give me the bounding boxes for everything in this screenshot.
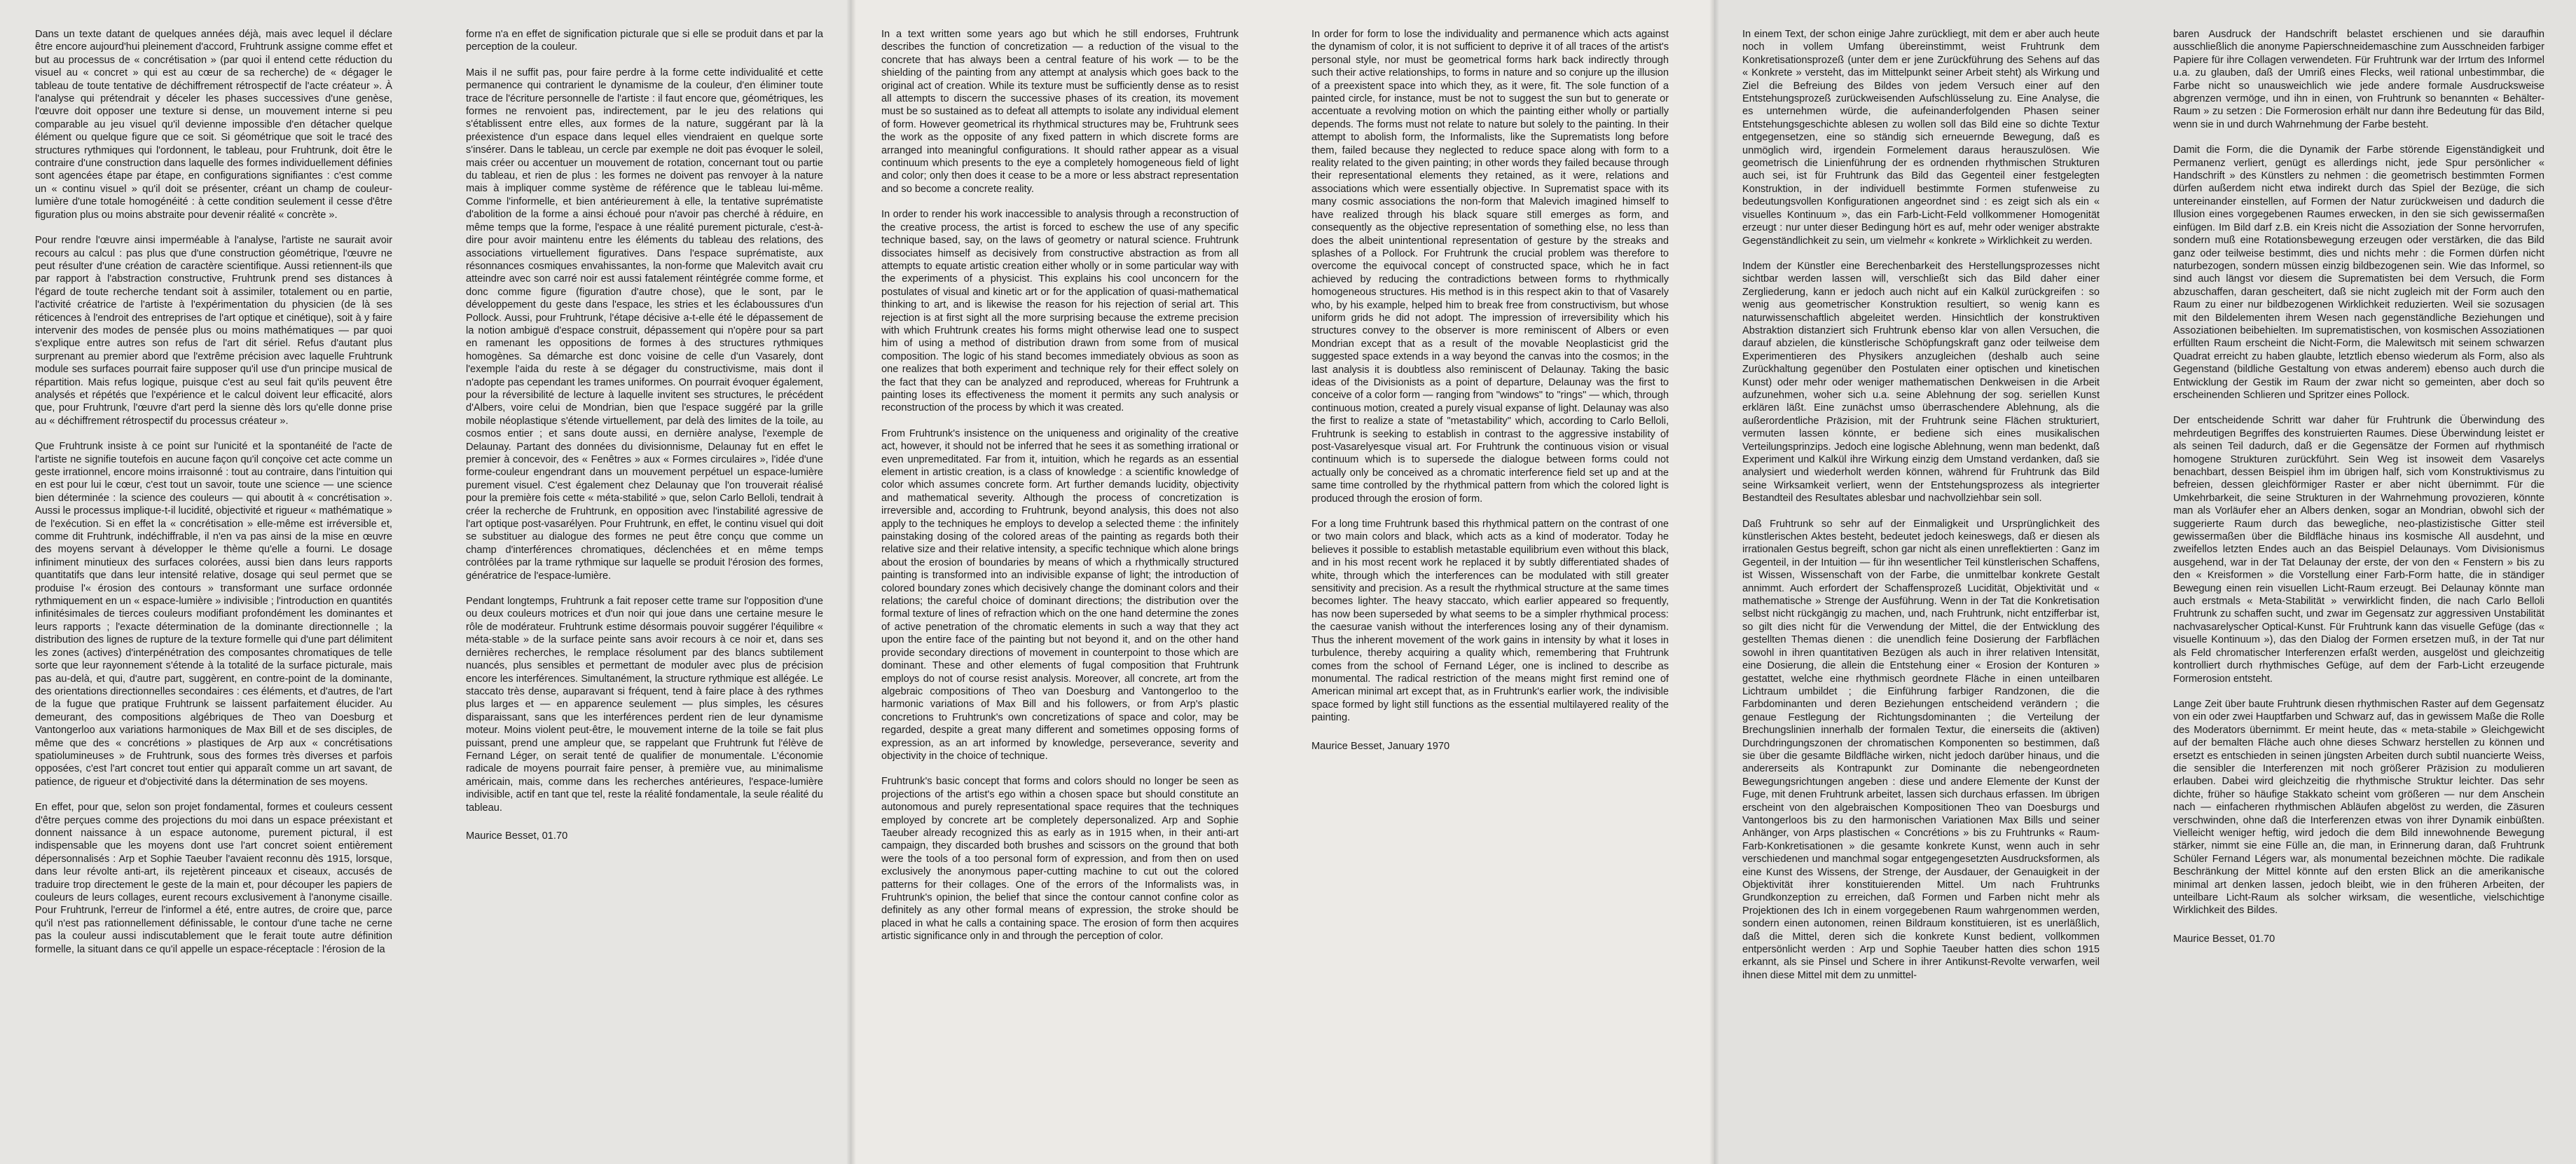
paragraph: In einem Text, der schon einige Jahre zurückliegt, mit dem er aber auch heute noch in vollem Umfang übereinstimmt, weist Fruhtrunk dem Konkretisationsprozeß (unter dem er jene Zurückführung des Sehens auf das « Konkrete » versteht, das im Mittelpunkt seiner Arbeit steht) als Wirkung und Ziel die Befreiung des Bildes von jedem Versuch einer auf den Entstehungsprozeß zurückweisenden Aufschlüsselung zu. Eine Analyse, die es unternehmen würde, die aufeinanderfolgenden Phasen seiner Entstehungsgeschichte ablesen zu wollen soll das Bild eine so dichte Textur entgegensetzen, eine so ständig sich erneuernde Bewegung, daß es unmöglich wird, irgendein Formelement daraus herauszulösen. Wie geometrisch die Linienführung der es ordnenden rhythmischen Strukturen auch sei, ist für Fruhtrunk das Bild das Gegenteil einer festgelegten Konstruktion, in der individuell bestimmte Formen stufenweise zu bedeutungsvollen Konfigurationen angeordnet sind : es zeigt sich als ein « visuelles Kontinuum », das ein Farb-Licht-Feld vollkommener Homogenität erzeugt : nur unter dieser Bedingung hört es auf, mehr oder weniger abstrakte Gegenständlichkeit zu sein, um vielmehr « konkrete » Wirklichkeit zu werden.: [1742, 29, 2100, 247]
english-column-2: [1311, 28, 1669, 1149]
english-column-1: [881, 28, 1239, 1149]
author-signature: Maurice Besset, 01.70: [2173, 933, 2275, 945]
paragraph: forme n'a en effet de signification picturale que si elle se produit dans et par la perception de la couleur.: [466, 29, 823, 53]
page-fold: [846, 0, 856, 1164]
french-column-1: [35, 28, 392, 1149]
german-column-2: [2173, 28, 2544, 1149]
paragraph: In order for form to lose the individuality and permanence which acts against the dynamism of color, it is not sufficient to deprive it of all traces of the artist's personal style, nor must be geometrical forms hark back indirectly through such their active relationships, to forms in nature and so conjure up the illusion of a preexistent space into which they, as it were, fit. The sole function of a painted circle, for instance, must be not to suggest the sun but to generate or accentuate a revolving motion on which the painting either wholly or partially depends. The forms must not relate to nature but solely to the painting. In their attempt to abolish form, the Informalists, like the Suprematists long before them, failed because they neglected to reduce space along with form to a reality related to the given painting; in other words they failed because through their representational elements they retained, as it were, relations and associations which were essentially objective. In Suprematist space with its many cosmic associations the non-form that Malevich imagined himself to have realized through his black square still emerges as form, and consequently as the objective representation of something else, no less than does the albeit unintentional representation of gesture by the streaks and splashes of a Pollock. For Fruhtrunk the crucial problem was therefore to overcome the equivocal concept of constructed space, which he in fact achieved by reducing the contradictions between forms to rhythmically homogeneous structures. His method is in this respect akin to that of Vasarely who, by his example, helped him to break free from constructivism, but whose uniform grids he did not adopt. The impression of irreversibility which his structures convey to the observer is more reminiscent of Albers or even Mondrian except that as a result of the movable Neoplasticist grid the suggested space extends in a way beyond the canvas into the cosmos; in the last analysis it is doubtless also reminiscent of Delaunay. Taking the basic ideas of the Divisionists as a point of departure, Delaunay was the first to conceive of a color form — ranging from "windows" to "rings" — which, through continuous motion, created a purely visual expanse of light. Delaunay was also the first to realize a state of "metastability" which, according to Carlo Belloli, Fruhtrunk is seeking to establish in contrast to the aggressive instability of post-Vasarelyesque visual art. For Fruhtrunk the continuous vision or visual continuum which is to supersede the dialogue between forms could not actually only be conceived as a chromatic interference field set up and at the same time controlled by the rhythmical pattern from which the colored light is produced through the erosion of form.: [1311, 29, 1669, 505]
french-column-2: [466, 28, 823, 1149]
paragraph: Der entscheidende Schritt war daher für Fruhtrunk die Überwindung des mehrdeutigen Begriffes des konstruierten Raumes. Diese Überwindung leistet er als seinen Teil dadurch, daß er die Gegensätze der Formen auf rhythmisch homogene Strukturen zurückführt. Sein Weg ist insoweit dem Vasarelys benachbart, dessen Beispiel ihm im übrigen half, sich vom Konstruktivismus zu befreien, dessen gleichförmiger Raster er aber nicht übernimmt. Für die Umkehrbarkeit, die seine Strukturen in der Wahrnehmung provozieren, könnte man als Vorläufer eher an Albers denken, sogar an Mondrian, obwohl sich der suggerierte Raum durch das bewegliche, neo-plastizistische Gitter steil gewissermaßen über die Bildfläche hinaus ins kosmische All ausdehnt, und zweifellos letzten Endes auch an das Beispiel Delaunays. Vom Divisionismus ausgehend, war in der Tat Delaunay der erste, der von den « Fenstern » bis zu den « Kreisformen » die Vorstellung einer Farb-Form hatte, die in ständiger Bewegung einen rein visuellen Licht-Raum erzeugt. Bei Delaunay könnte man auch erstmals « Meta-Stabilität » verwirklicht finden, die nach Carlo Belloli Fruhtrunk zu schaffen sucht, und zwar im Gegensatz zur aggressiven Unstabilität nachvasarelyscher Optical-Kunst. Für Fruhtrunk kann das visuelle Gefüge (das « visuelle Kontinuum »), das den Dialog der Formen ersetzen muß, in der Tat nur als Feld chromatischer Interferenzen erfaßt werden, ausgelöst und gleichzeitig kontrolliert durch rhythmisches Gefüge, auf dem der Farb-Licht erzeugende Formerosion entsteht.: [2173, 415, 2544, 685]
paragraph: Pendant longtemps, Fruhtrunk a fait reposer cette trame sur l'opposition d'une ou deux couleurs motrices et d'un noir qui joue dans une certaine mesure le rôle de modérateur. Fruhtrunk estime désormais pouvoir suggérer l'équilibre « méta-stable » de la surface peinte sans avoir recours à ce noir et, dans ses dernières recherches, le remplace résolument par des blancs subtilement nuancés, plus sensibles et permettant de moduler avec plus de précision encore les interférences. Simultanément, la structure rythmique est allégée. Le staccato très dense, auparavant si fréquent, tend à faire place à des rythmes plus larges et — en apparence seulement — plus simples, les césures disparaissant, sans que les interférences perdent rien de leur dynamisme moteur. Moins violent peut-être, le mouvement interne de la toile se fait plus puissant, prend une ampleur que, se rappelant que Fruhtrunk fut l'élève de Fernand Léger, on serait tenté de qualifier de monumentale. L'économie radicale de moyens pourrait faire penser, à première vue, au minimalisme américain, mais, comme dans les recherches antérieures, l'espace-lumière indivisible, actif en tant que tel, reste la réalité fondamentale, la seule réalité du tableau.: [466, 596, 823, 814]
paragraph: baren Ausdruck der Handschrift belastet erschienen und sie daraufhin ausschließlich die anonyme Papierschneidemaschine zum Ausschneiden farbiger Papiere für ihre Collagen verwendeten. Für Fruhtrunk war der Irrtum des Informel u.a. zu glauben, daß der Umriß eines Flecks, weil rational unbestimmbar, die Farbe nicht so unausweichlich wie jede andere formale Ausdrucksweise abgrenzen vermöge, und ihn in einen, von Fruhtrunk so benannten « Behälter-Raum » zu setzen : Die Formerosion erhält nur dann ihre Bedeutung für das Bild, wenn sie in und durch Wahrnehmung der Farbe besteht.: [2173, 29, 2544, 130]
author-signature: Maurice Besset, 01.70: [466, 830, 568, 842]
paragraph: Pour rendre l'œuvre ainsi imperméable à l'analyse, l'artiste ne saurait avoir recours au calcul : pas plus que d'une construction géométrique, l'œuvre ne peut résulter d'une création de caractère scientifique. Aussi retiennent-ils que par rapport à l'abstraction constructive, Fruhtrunk prend ses distances à l'égard de toute recherche tendant soit à assimiler, totalement ou en partie, l'activité créatrice de l'artiste à l'expérimentation du physicien (de là ses réticences à l'endroit des entreprises de l'art optique et cinétique), soit à y faire intervenir des modes de pensée plus ou moins mathématiques — par quoi s'explique entre autres son refus de l'art dit sériel. Refus d'autant plus surprenant au premier abord que l'extrême précision avec laquelle Fruhtrunk module ses surfaces pourrait faire supposer qu'il use d'un principe musical de répartition. Mais refus logique, puisque c'est au seul fait qu'ils peuvent être analysés et répétés que l'expérience et le calcul doivent leur efficacité, alors que, pour Fruhtrunk, l'œuvre d'art perd la sienne dès lors qu'elle donne prise au « déchiffrement rétrospectif du processus créateur ».: [35, 235, 392, 427]
paragraph: Daß Fruhtrunk so sehr auf der Einmaligkeit und Ursprünglichkeit des künstlerischen Aktes besteht, bedeutet jedoch keineswegs, daß er diesen als irrationalen Gestus begreift, schon gar nicht als einen unreflektierten : Ganz im Gegenteil, in der Intuition — für ihn wesentlicher Teil künstlerischen Schaffens, ist Wissen, Wissenschaft von der Farbe, die unmittelbar konkrete Gestalt annimmt. Auch erfordert der Schaffensprozeß Lucidität, Objektivität und « mathematische » Strenge der Ausführung. Wenn in der Tat die Konkretisation selbst nicht rückgängig zu machen, und, nach Fruhtrunk, nicht entzifferbar ist, so gilt dies nicht für die Verwendung der Mittel, die der Entwicklung des gestellten Themas dienen : die unendlich feine Dosierung der Farbflächen sowohl in ihren quantitativen Bezügen als auch in ihrer relativen Intensität, eine Dosierung, die allein die Entstehung einer « Erosion der Konturen » gestattet, welche eine rhythmisch geordnete Fläche in einen unteilbaren Lichtraum umbildet ; die Einführung farbiger Randzonen, die die Farbdominanten und deren Beziehungen entscheidend verändern ; die genaue Festlegung der Richtungsdominanten ; die Verteilung der Brechungslinien innerhalb der formalen Textur, die einerseits die (aktiven) Durchdringungszonen der chromatischen Komponenten so bestimmen, daß sie über die gesamte Bildfläche wirken, nicht jedoch darüber hinaus, und die andererseits als Kontrapunkt zur Dominante die nebengeordneten Bewegungsrichtungen angeben : diese und andere Elemente der Kunst der Fuge, mit denen Fruhtrunk arbeitet, lassen sich durchaus erfassen. Im übrigen erscheint von den algebraischen Kompositionen Theo van Doesburgs und Vantongerloos bis zu den harmonischen Variationen Max Bills und seiner Anhänger, von Arps plastischen « Concrétions » bis zu Fruhtrunks « Raum-Farb-Konkretisationen » die gesamte konkrete Kunst, wenn auch in sehr verschiedenen und manchmal sogar entgegengesetzten Ausdrucksformen, als eine Kunst des Wissens, der Strenge, der Ausdauer, der Genauigkeit in der Objektivität ihrer konstituierenden Mittel. Um nach Fruhtrunks Grundkonzeption zu erreichen, daß Formen und Farben nicht mehr als Projektionen des Ich in einem vorgegebenen Raum wahrgenommen werden, sondern einen autonomen, reinen Bildraum konstituieren, ist es unerläßlich, daß die Mittel, deren sich die konkrete Kunst bedient, vollkommen entpersönlicht werden : Arp und Sophie Taeuber hatten dies schon 1915 erkannt, als sie Pinsel und Schere in ihrer Antikunst-Revolte verwarfen, weil ihnen diese Mittel mit dem zu unmittel-: [1742, 518, 2100, 981]
page-fold: [1709, 0, 1719, 1164]
paragraph: Fruhtrunk's basic concept that forms and colors should no longer be seen as projections of the artist's ego within a chosen space but should constitute an autonomous and purely representational space requires that the techniques employed by concrete art be completely depersonalized. Arp and Sophie Taeuber already recognized this as early as in 1915 when, in their anti-art campaign, they discarded both brushes and scissors on the ground that both were the tools of a too personal form of expression, and from then on used exclusively the anonymous paper-cutting machine to cut out the colored patterns for their collages. One of the errors of the Informalists was, in Fruhtrunk's opinion, the belief that since the contour cannot confine color as definitely as any other formal means of expression, the stroke should be placed in what he calls a containing space. The erosion of form then acquires artistic significance only in and through the perception of color.: [881, 776, 1239, 943]
paragraph: In order to render his work inaccessible to analysis through a reconstruction of the creative process, the artist is forced to eschew the use of any specific technique based, say, on the laws of geometry or natural science. Fruhtrunk dissociates himself as decisively from constructive abstraction as from all attempts to equate artistic creation either wholly or in some particular way with the experiments of a physicist. This explains his cool unconcern for the postulates of visual and kinetic art or for the application of quasi-mathematical thinking to art, and is likewise the reason for his rejection of serial art. This rejection is at first sight all the more surprising because the extreme precision with which Fruhtrunk creates his forms might otherwise lead one to suspect him of using a method of distribution drawn from some from of musical composition. The logic of his stand becomes immediately obvious as soon as one realizes that both experiment and technique rely for their effect solely on the fact that they can be analyzed and reproduced, whereas for Fruhtrunk a painting loses its effectiveness the moment it permits any such analysis or reconstruction of the process by which it was created.: [881, 209, 1239, 414]
paragraph: Lange Zeit über baute Fruhtrunk diesen rhythmischen Raster auf dem Gegensatz von ein oder zwei Hauptfarben und Schwarz auf, das in gewissem Maße die Rolle des Moderators übernimmt. Er meint heute, das « meta-stabile » Gleichgewicht auf der bemalten Fläche auch ohne dieses Schwarz herstellen zu können und ersetzt es entschieden in seinen jüngsten Arbeiten durch subtil nuancierte Weiss, die sensibler die Interferenzen mit noch größerer Präzision zu modulieren erlauben. Dabei wird gleichzeitig die rhythmische Struktur leichter. Das sehr dichte, früher so häufige Stakkato scheint vom größeren — nur dem Anschein nach — einfacheren rhythmischen Abläufen abgelöst zu werden, die Zäsuren verschwinden, ohne daß die Interferenzen etwas von ihrer Dynamik einbüßten. Vielleicht weniger heftig, wird jedoch die dem Bild innewohnende Bewegung stärker, nimmt sie eine Fülle an, die man, in Erinnerung daran, daß Fruhtrunk Schüler Fernand Légers war, als monumental bezeichnen möchte. Die radikale Beschränkung der Mittel könnte auf den ersten Blick an die amerikanische minimal art denken lassen, jedoch bleibt, wie in den früheren Arbeiten, der unteilbare Licht-Raum als solcher wirksam, die wesentliche, vielschichtige Wirklichkeit des Bildes.: [2173, 698, 2544, 917]
paragraph: En effet, pour que, selon son projet fondamental, formes et couleurs cessent d'être perçues comme des projections du moi dans un espace préexistant et donnent naissance à un espace autonome, purement pictural, il est indispensable que les moyens dont use l'art concret soient entièrement dépersonnalisés : Arp et Sophie Taeuber l'avaient reconnu dès 1915, lorsque, dans leur révolte anti-art, ils rejetèrent pinceaux et ciseaux, accusés de traduire trop directement le geste de la main et, pour découper les papiers de couleurs de leurs collages, eurent recours exclusivement à l'anonyme cisaille. Pour Fruhtrunk, l'erreur de l'informel a été, entre autres, de croire que, parce qu'il n'est pas rationnellement définissable, le contour d'une tache ne cerne pas la couleur aussi indiscutablement que le ferait toute autre définition formelle, la situant dans ce qu'il appelle un espace-réceptacle : l'érosion de la: [35, 802, 392, 955]
author-signature: Maurice Besset, January 1970: [1311, 740, 1450, 752]
paragraph: From Fruhtrunk's insistence on the uniqueness and originality of the creative act, however, it should not be inferred that he sees it as something irrational or even unpremeditated. Far from it, intuition, which he regards as an essential element in artistic creation, is a class of knowledge : a scientific knowledge of color which assumes concrete form. Art further demands lucidity, objectivity and mathematical severity. Although the process of concretization is irreversible and, according to Fruhtrunk, beyond analysis, this does not also apply to the techniques he employs to develop a selected theme : the infinitely painstaking dosing of the colored areas of the painting as regards both their relative size and their relative intensity, a specific technique which alone brings about the erosion of boundaries by means of which a rhythmically structured painting is transformed into an indivisible expanse of light; the introduction of colored boundary zones which decisively change the dominant colors and their relations; the careful choice of dominant directions; the distribution over the formal texture of lines of refraction which on the one hand determine the zones of active penetration of the chromatic elements in such a way that they act upon the entire face of the painting but not beyond it, and on the other hand provide secondary directions of movement in counterpoint to those which are dominant. These and other elements of fugal composition that Fruhtrunk employs do not of course resist analysis. Moreover, all concrete, art from the algebraic compositions of Theo van Doesburg and Vantongerloo to the harmonic variations of Max Bill and his followers, or from Arp's plastic concretions to Fruhtrunk's own concretizations of space and color, may be regarded, despite a great many different and sometimes opposing forms of expression, as an art informed by knowledge, perseverance, severity and objectivity in the choice of technique.: [881, 427, 1239, 762]
paragraph: In a text written some years ago but which he still endorses, Fruhtrunk describes the function of concretization — a reduction of the visual to the concrete that has always been a central feature of his work — to be the shielding of the painting from any attempt at analysis which goes back to the original act of creation. While its texture must be sufficiently dense as to resist all attempts to discern the successive phases of its creation, its movement must be so sustained as to defeat all attempts to isolate any individual element of form. However geometrical its rhythmical structures may be, Fruhtrunk sees the work as the opposite of any fixed pattern in which discrete forms are arranged into meaningful configurations. It should rather appear as a visual continuum which presents to the eye a completely homogeneous field of light and color; only then does it cease to be a more or less abstract representation and so become a concrete reality.: [881, 29, 1239, 195]
paragraph: Que Fruhtrunk insiste à ce point sur l'unicité et la spontanéité de l'acte de l'artiste ne signifie toutefois en aucune façon qu'il conçoive cet acte comme un geste irrationnel, encore moins irraisonné : tout au contraire, dans l'intuition qui en est pour lui le cœur, c'est tout un savoir, toute une science — une science bien déterminée : la science des couleurs — qui aboutit à « concrétisation ». Aussi le processus implique-t-il lucidité, objectivité et rigueur « mathématique » de l'exécution. Si en effet la « concrétisation » elle-même est irréversible et, comme dit Fruhtrunk, indéchiffrable, il n'en va pas ainsi de la mise en œuvre des moyens servant à développer le thème qu'elle a fourni. Le dosage infiniment minutieux des surfaces colorées, aussi bien dans leurs rapports quantitatifs que dans leur intensité relative, dosage qui seul permet que se produise l'« érosion des contours » transformant une surface ordonnée rythmiquement en un « espace-lumière » indivisible ; l'introduction en quantités infinitésimales de tierces couleurs modifiant profondément les dominantes et leurs rapports ; l'exacte détermination de la dominante directionnelle ; la distribution des lignes de rupture de la texture formelle qui d'une part délimitent les zones (actives) d'interpénétration des composantes chromatiques de telle sorte que leur rayonnement s'étende à la totalité de la surface picturale, mais pas au-delà, et qui, d'autre part, suggèrent, en contre-point de la dominante, des orientations directionnelles secondaires : ces éléments, et d'autres, de l'art de la fugue que pratique Fruhtrunk se laissent parfaitement élucider. Au demeurant, des compositions algébriques de Theo van Doesburg et Vantongerloo aux variations harmoniques de Max Bill et de ses disciples, de même que des « concrétions » plastiques de Arp aux « concrétisations spatiolumineuses » de Fruhtrunk, sous des formes très diverses et parfois opposées, c'est l'art concret tout entier qui apparaît comme un art savant, de patience, de rigueur et d'objectivité dans la détermination de ses moyens.: [35, 441, 392, 788]
paragraph: Indem der Künstler eine Berechenbarkeit des Herstellungsprozesses nicht sichtbar werden lassen will, verschließt sich das Bild daher einer Zergliederung, kann er jedoch auch nicht auf ein Kalkül zurückgreifen : so wenig aus geometrischer Konstruktion resultiert, so wenig kann es naturwissenschaftlich abgeleitet werden. Hinsichtlich der konstruktiven Abstraktion distanziert sich Fruhtrunk ebenso klar von allen Versuchen, die darauf abzielen, die künstlerische Schöpfungskraft ganz oder teilweise dem Experimentieren des Physikers anzugleichen (deshalb auch seine Zurückhaltung gegenüber den Postulaten einer optischen und kinetischen Kunst) oder mehr oder weniger mathematischen Denkweisen in die Arbeit aufzunehmen, woher sich u.a. seine Ablehnung der sog. seriellen Kunst erklären läßt. Eine zunächst umso überraschendere Ablehnung, als die außerordentliche Präzision, mit der Fruhtrunk seine Flächen strukturiert, vermuten lassen könnte, er bediene sich eines musikalischen Verteilungsprinzips. Jedoch eine logische Ablehnung, wenn man bedenkt, daß Experiment und Kalkül ihre Wirkung einzig dem Umstand verdanken, daß sie analysiert und wiederholt werden können, während für Fruhtrunk das Bild seine Wirksamkeit verliert, wenn der Entstehungsprozess als integrierter Bestandteil des Resultates ablesbar und nachvollziehbar sein soll.: [1742, 260, 2100, 505]
paragraph: Mais il ne suffit pas, pour faire perdre à la forme cette individualité et cette permanence qui contrarient le dynamisme de la couleur, d'en éliminer toute trace de l'écriture personnelle de l'artiste : il faut encore que, géométriques, les formes ne renvoient pas, indirectement, par le jeu des relations qui s'établissent entre elles, aux formes de la nature, suggérant par là la préexistence d'un espace dans lequel elles viendraient en quelque sorte s'insérer. Dans le tableau, un cercle par exemple ne doit pas évoquer le soleil, mais créer ou accentuer un mouvement de rotation, concernant tout ou partie du tableau, et rien de plus : les formes ne doivent pas renvoyer à la nature mais à impliquer comme système de référence que le tableau lui-même. Comme l'informelle, et bien antérieurement à elle, la tentative suprématiste d'abolition de la forme a ainsi échoué pour n'avoir pas cherché à réduire, en même temps que la forme, l'espace à une réalité purement picturale, c'est-à-dire pour avoir maintenu entre les éléments du tableau des relations, des associations virtuellement figuratives. Dans l'espace suprématiste, aux résonnances cosmiques envahissantes, la non-forme que Malevitch avait cru atteindre avec son carré noir est aussi fatalement réintégrée comme forme, et donc comme figure (figuration d'autre chose), que le sont, par le développement du geste dans l'espace, les stries et les éclaboussures d'un Pollock. Aussi, pour Fruhtrunk, l'étape décisive a-t-elle été le dépassement de la notion ambiguë d'espace construit, dépassement qui n'opère pour sa part en ramenant les oppositions de formes à des structures rythmiques homogènes. Sa démarche est donc voisine de celle d'un Vasarely, dont l'exemple l'aida du reste à se dégager du constructivisme, mais dont il n'adopte pas cependant les trames uniformes. On pourrait évoquer également, pour la réversibilité de lecture à laquelle invitent ses structures, le précédent d'Albers, voire celui de Mondrian, bien que l'espace suggéré par la grille mobile néoplastique s'étende virtuellement, par delà des limites de la toile, au cosmos entier ; et sans doute aussi, en dernière analyse, l'exemple de Delaunay. Partant des données du divisionnisme, Delaunay fut en effet le premier à concevoir, des « Fenêtres » aux « Formes circulaires », l'idée d'une forme-couleur engendrant dans un mouvement perpétuel un espace-lumière purement visuel. C'est également chez Delaunay que l'on trouverait réalisé pour la première fois cette « méta-stabilité » que, selon Carlo Belloli, tendrait à créer la recherche de Fruhtrunk, en opposition avec l'instabilité agressive de l'art optique post-vasarélyen. Pour Fruhtrunk, en effet, le continu visuel qui doit se substituer au dialogue des formes ne peut être conçu que comme un champ d'interférences chromatiques, déclenchées et en même temps contrôlées par la trame rythmique sur laquelle se produit l'érosion des formes, génératrice de l'espace-lumière.: [466, 67, 823, 582]
paragraph: Dans un texte datant de quelques années déjà, mais avec lequel il déclare être encore aujourd'hui pleinement d'accord, Fruhtrunk assigne comme effet et but au processus de « concrétisation » (par quoi il entend cette réduction du visuel au « concret » qui est au cœur de sa recherche) de « dégager le tableau de toute tentative de déchiffrement rétrospectif de l'acte créateur ». À l'analyse qui prétendrait y déceler les phases successives d'une genèse, l'œuvre doit opposer une texture si dense, un mouvement interne si peu comparable au jeu visuel qu'il devienne impossible d'en détacher quelque élément ou quelque figure que ce soit. Si géométrique que soit le tracé des structures rythmiques qui l'ordonnent, le tableau, pour Fruhtrunk, doit être le contraire d'une construction dans laquelle des formes individuellement définies sont agencées étape par étape, en configurations signifiantes : c'est comme un « continu visuel » qu'il doit se présenter, créant un champ de couleur-lumière d'une totale homogénéité : à cette condition seulement il cesse d'être figuration plus ou moins abstraite pour devenir réalité « concrète ».: [35, 29, 392, 221]
german-column-1: [1742, 28, 2100, 1149]
paragraph: For a long time Fruhtrunk based this rhythmical pattern on the contrast of one or two main colors and black, which acts as a kind of moderator. Today he believes it possible to establish metastable equilibrium even without this black, and in his most recent work he replaced it by subtly differentiated shades of white, through which the interferences can be modulated with still greater sensitivity and precision. As a result the rhythmical structure at the same times becomes lighter. The heavy staccato, which earlier appeared so frequently, has now been superseded by what seems to be a simpler rhythmical process: the caesurae vanish without the interferences losing any of their dynamism. Thus the inherent movement of the work gains in intensity by what it loses in turbulence, thereby acquiring a quality which, remembering that Fruhtrunk comes from the school of Fernand Léger, one is inclined to describe as monumental. The radical restriction of the means might first remind one of American minimal art except that, as in Fruhtrunk's earlier work, the indivisible space formed by light still functions as the essential multilayered reality of the painting.: [1311, 519, 1669, 724]
paragraph: Damit die Form, die die Dynamik der Farbe störende Eigenständigkeit und Permanenz verliert, genügt es allerdings nicht, jede Spur persönlicher « Handschrift » des Künstlers zu nehmen : die geometrisch bestimmten Formen dürfen außerdem nicht etwa indirekt durch das Spiel der Bezüge, die sich untereinander einstellen, auf Formen der Natur zurückweisen und dadurch die Illusion eines vorgegebenen Raumes erwecken, in den sie sich gewissermaßen einfügen. Im Bild darf z.B. ein Kreis nicht die Assoziation der Sonne hervorrufen, sondern muß eine Rotationsbewegung erzeugen oder verstärken, die das Bild ganz oder teilweise bestimmt, dies und nichts mehr : die Formen dürfen nicht naturbezogen, sondern müssen einzig bildbezogenen sein. Wie das Informel, so sind auch längst vor diesem die Suprematisten bei dem Versuch, die Form abzuschaffen, daran gescheitert, daß sie nicht zugleich mit der Form auch den Raum zu einer nur bildbezogenen Wirklichkeit reduzierten. Weil sie sozusagen mit den Bildelementen ihrem Wesen nach gegenständliche Beziehungen und Assoziationen beibehielten. Im suprematistischen, von kosmischen Assoziationen erfüllten Raum erscheint die Nicht-Form, die Malewitsch mit seinem schwarzen Quadrat erreicht zu haben glaubte, letztlich ebenso wiederum als Form, also als Gegenstand (bildliche Gestaltung von etwas anderem) ebenso auch durch die Entwicklung der Gestik im Raum der zwar nicht so gemeinten, aber doch so erscheinenden Schlieren und Spritzer eines Pollock.: [2173, 144, 2544, 401]
